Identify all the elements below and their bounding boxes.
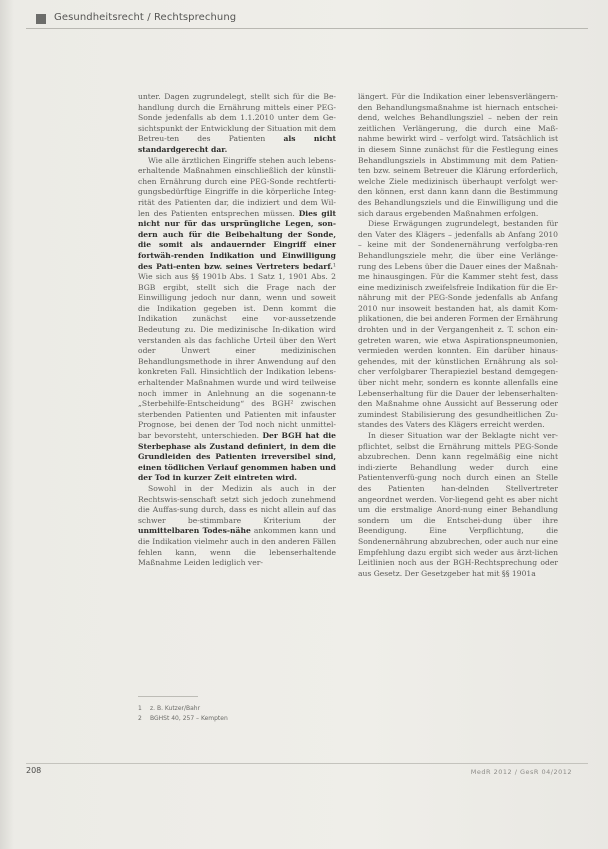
left-paragraph-1 <box>138 92 336 156</box>
footnote-text: z. B. Kutzer/Bahr <box>150 705 201 712</box>
header-square-marker <box>36 14 46 24</box>
text-run: Wie alle ärztlichen Eingriffe stehen auch lebens-erhaltende Maßnahmen einschließlich der künstli-chen Ernährung durch eine PEG-Sonde rechtferti-gungsbedürftige Eingriffe in die körperliche Integ-rität des Patienten dar, die indiziert und dem Wil-len des Patienten entsprechen müssen. <box>138 155 336 218</box>
footnote-number: 1 <box>138 705 142 712</box>
footnote-rule <box>138 696 198 697</box>
footnote-2 <box>138 714 338 724</box>
text-run: In dieser Situation war der Beklagte nicht ver-pflichtet, selbst die Ernährung mittels PEG-Sonde abzubrechen. Denn kann regelmäßig eine nicht indi-zierte Behandlung weder durch eine Patientenverfü-gung noch durch einen an Stelle des Patienten han-delnden Stellvertreter angeordnet werden. Vor-liegend geht es aber nicht um die erstmalige Anord-nung einer Behandlung sondern um die Entschei-dung über ihre Beendigung. Eine Verpflichtung, die Sondenernährung abzubrechen, oder auch nur eine Empfehlung dazu ergibt sich weder aus ärzt-lichen Leitlinien noch aus der BGH-Rechtsprechung oder aus Gesetz. Der Gesetzgeber hat mit §§ 1901a <box>358 431 558 578</box>
footnote-text: BGHSt 40, 257 – Kempten <box>150 715 228 722</box>
footnotes <box>138 704 338 724</box>
bold-text-run: unmittelbaren Todes-nähe <box>138 526 251 536</box>
text-run: ankommen kann und die Indikation vielmehr auch in den anderen Fällen fehlen kann, wenn die lebenserhaltende Maßnahme Leiden lediglich ver- <box>138 526 336 568</box>
right-paragraph-1 <box>358 92 558 219</box>
page-number: 208 <box>26 766 42 775</box>
right-column <box>358 92 558 579</box>
footer-rule <box>26 763 588 764</box>
header-rule <box>26 28 588 29</box>
right-paragraph-3 <box>358 431 558 579</box>
text-run: unter. Dagen zugrundelegt, stellt sich für die Be-handlung durch die Ernährung mittels einer PEG-Sonde jedenfalls ab dem 1.1.2010 unter dem Ge-sichtspunkt der Entwicklung der Situation mit dem Betreu-ten des Patienten <box>138 92 336 144</box>
text-run: Sowohl in der Medizin als auch in der Rechtswis-senschaft setzt sich jedoch zunehmend die Auffas-sung durch, dass es nicht allein auf das schwer be-stimmbare Kriterium der <box>138 483 336 525</box>
left-column <box>138 92 336 569</box>
bold-text-run: Dies gilt nicht nur für das ursprüngliche Legen, son-dern auch für die Beibehaltung der Sonde, die somit als andauernder Eingriff einer fortwäh-renden Indikation und Einwilligung des Pati-enten bzw. seines Vertreters bedarf. <box>138 208 336 271</box>
header-title: Gesundheitsrecht / Rechtsprechung <box>54 12 237 23</box>
footer-journal-reference: MedR 2012 / GesR 04/2012 <box>470 768 572 776</box>
text-run: längert. Für die Indikation einer lebensverlängern-den Behandlungsmaßnahme ist hiernach entschei-dend, welches Behandlungsziel – neben der rein zeitlichen Verlängerung, die durch eine Maß-nahme bewirkt wird – verfolgt wird. Tatsächlich ist in diesem Sinne zunächst für die Festlegung eines Behandlungsziels in Abstimmung mit dem Patien-ten bzw. seinem Betreuer die Klärung erforderlich, welche Ziele medizinisch überhaupt verfolgt wer-den können, erst dann kann dann die Bestimmung des Behandlungsziels und die Einwilligung und die sich daraus ergebenden Maßnahmen erfolgen. <box>358 92 558 218</box>
left-paragraph-2 <box>138 156 336 484</box>
right-paragraph-2 <box>358 219 558 431</box>
text-run: Diese Erwägungen zugrundelegt, bestanden für den Vater des Klägers – jedenfalls ab Anfang 2010 – keine mit der Sondenernährung verfolgba-ren Behandlungsziele mehr, die über eine Verlänge-rung des Lebens über die Dauer eines der Maßnah-me hinausgingen. Für die Kammer steht fest, dass eine medizinisch zweifelsfreie Indikation für die Er-nährung mit der PEG-Sonde jedenfalls ab Anfang 2010 nur insoweit bestanden hat, als damit Kom-plikationen, die bei anderen Formen der Ernährung drohten und in der Vergangenheit z. T. schon ein-getreten waren, wie etwa Aspirationspneumonien, vermieden werden konnten. Ein darüber hinaus-gehendes, mit der künstlichen Ernährung als sol-cher verfolgbarer Therapieziel bestand demgegen-über nicht mehr, sondern es konnte allenfalls eine Lebenserhaltung für die Dauer der lebenserhalten-den Maßnahme ohne Aussicht auf Besserung oder zumindest Stabilisierung des gesundheitlichen Zu-standes des Vaters des Klägers erreicht werden. <box>358 219 558 430</box>
left-paragraph-3 <box>138 484 336 569</box>
text-run: ¹ Wie sich aus §§ 1901b Abs. 1 Satz 1, 1901 Abs. 2 BGB ergibt, stellt sich die Frage nach der Einwilligung jedoch nur dann, wenn und soweit die Indikation gegeben ist. Denn kommt die Indikation zunächst eine vor-aussetzende Bedeutung zu. Die medizinische In-dikation wird verstanden als das fachliche Urteil über den Wert oder Unwert einer medizinischen Behandlungsmethode in ihrer Anwendung auf den konkreten Fall. Hinsichtlich der Indikation lebens-erhaltender Maßnahmen wurde und wird teilweise noch immer in Anlehnung an die sogenann-te „Sterbehilfe-Entscheidung“ des BGH² zwischen sterbenden Patienten und Patienten mit infauster Prognose, bei denen der Tod noch nicht unmittel-bar bevorsteht, unterschieden. <box>138 261 336 440</box>
running-header <box>26 10 588 28</box>
bold-text-run: als nicht standardgerecht dar. <box>138 134 336 154</box>
footnote-number: 2 <box>138 715 142 722</box>
bold-text-run: Der BGH hat die Sterbephase als Zustand definiert, in dem die Grundleiden des Patienten irreversibel sind, einen tödlichen Verlauf genommen haben und der Tod in kurzer Zeit eintreten wird. <box>138 431 336 483</box>
footnote-1 <box>138 704 338 714</box>
